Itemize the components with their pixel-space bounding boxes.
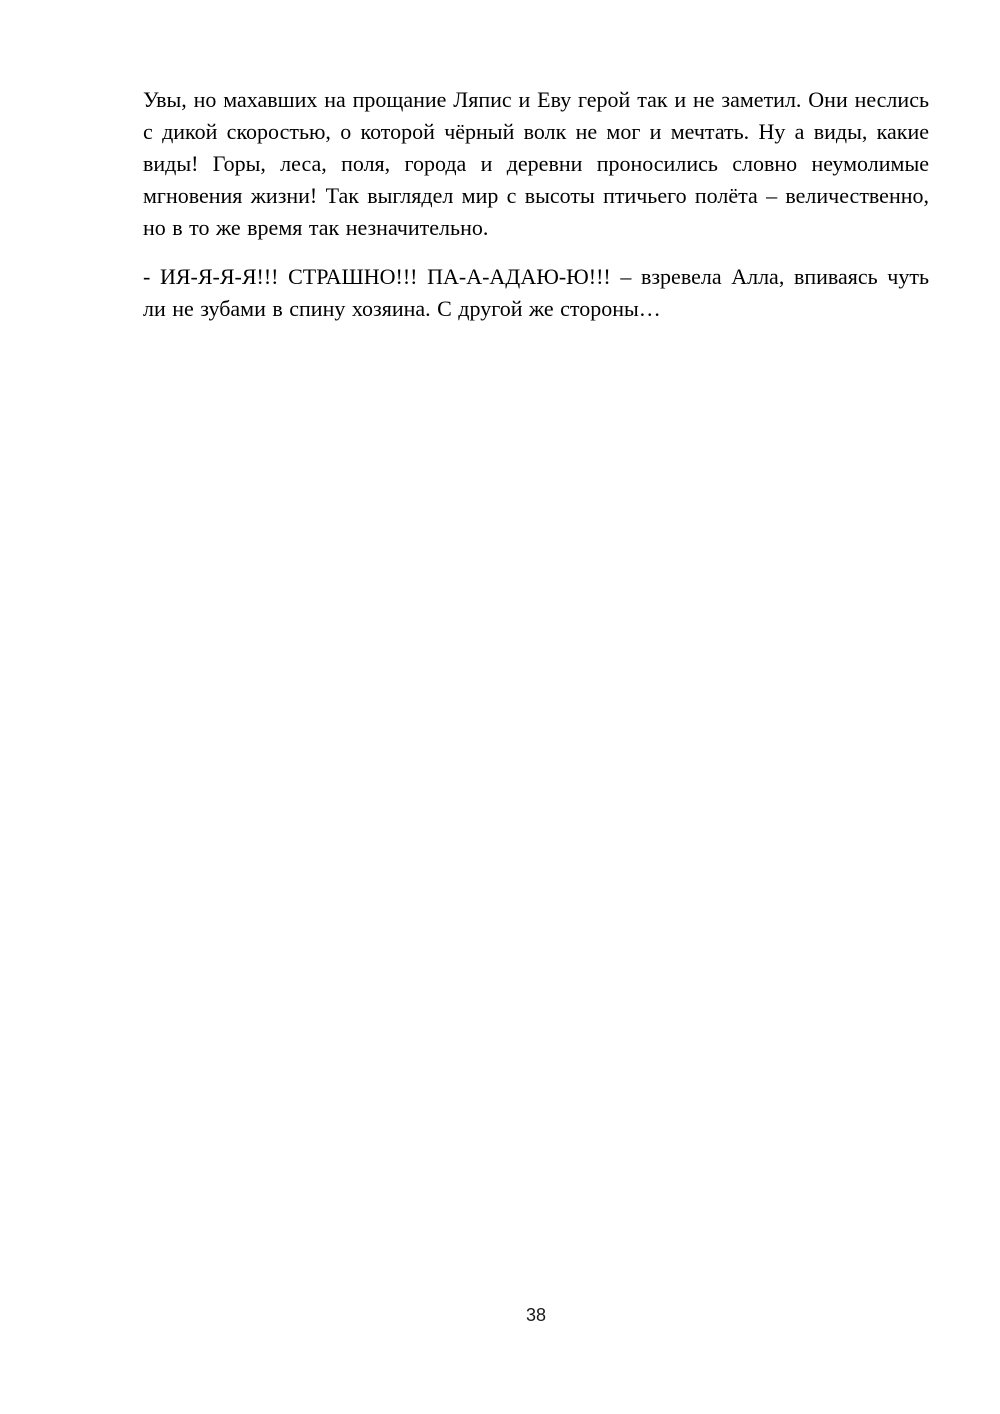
paragraph-dialogue: - ИЯ-Я-Я-Я!!! СТРАШНО!!! ПА-А-АДАЮ-Ю!!! – взревела Алла, впиваясь чуть ли не зубами в спину хозяина. С другой же стороны… bbox=[143, 264, 929, 321]
page-number: 38 bbox=[525, 1305, 547, 1325]
text-block bbox=[143, 84, 929, 342]
paragraph-narration: Увы, но махавших на прощание Ляпис и Еву герой так и не заметил. Они неслись с дикой скоростью, о которой чёрный волк не мог и мечтать. Ну а виды, какие виды! Горы, леса, поля, города и деревни проносились словно неумолимые мгновения жизни! Так выглядел мир с высоты птичьего полёта – величественно, но в то же время так незначительно. bbox=[143, 87, 929, 240]
